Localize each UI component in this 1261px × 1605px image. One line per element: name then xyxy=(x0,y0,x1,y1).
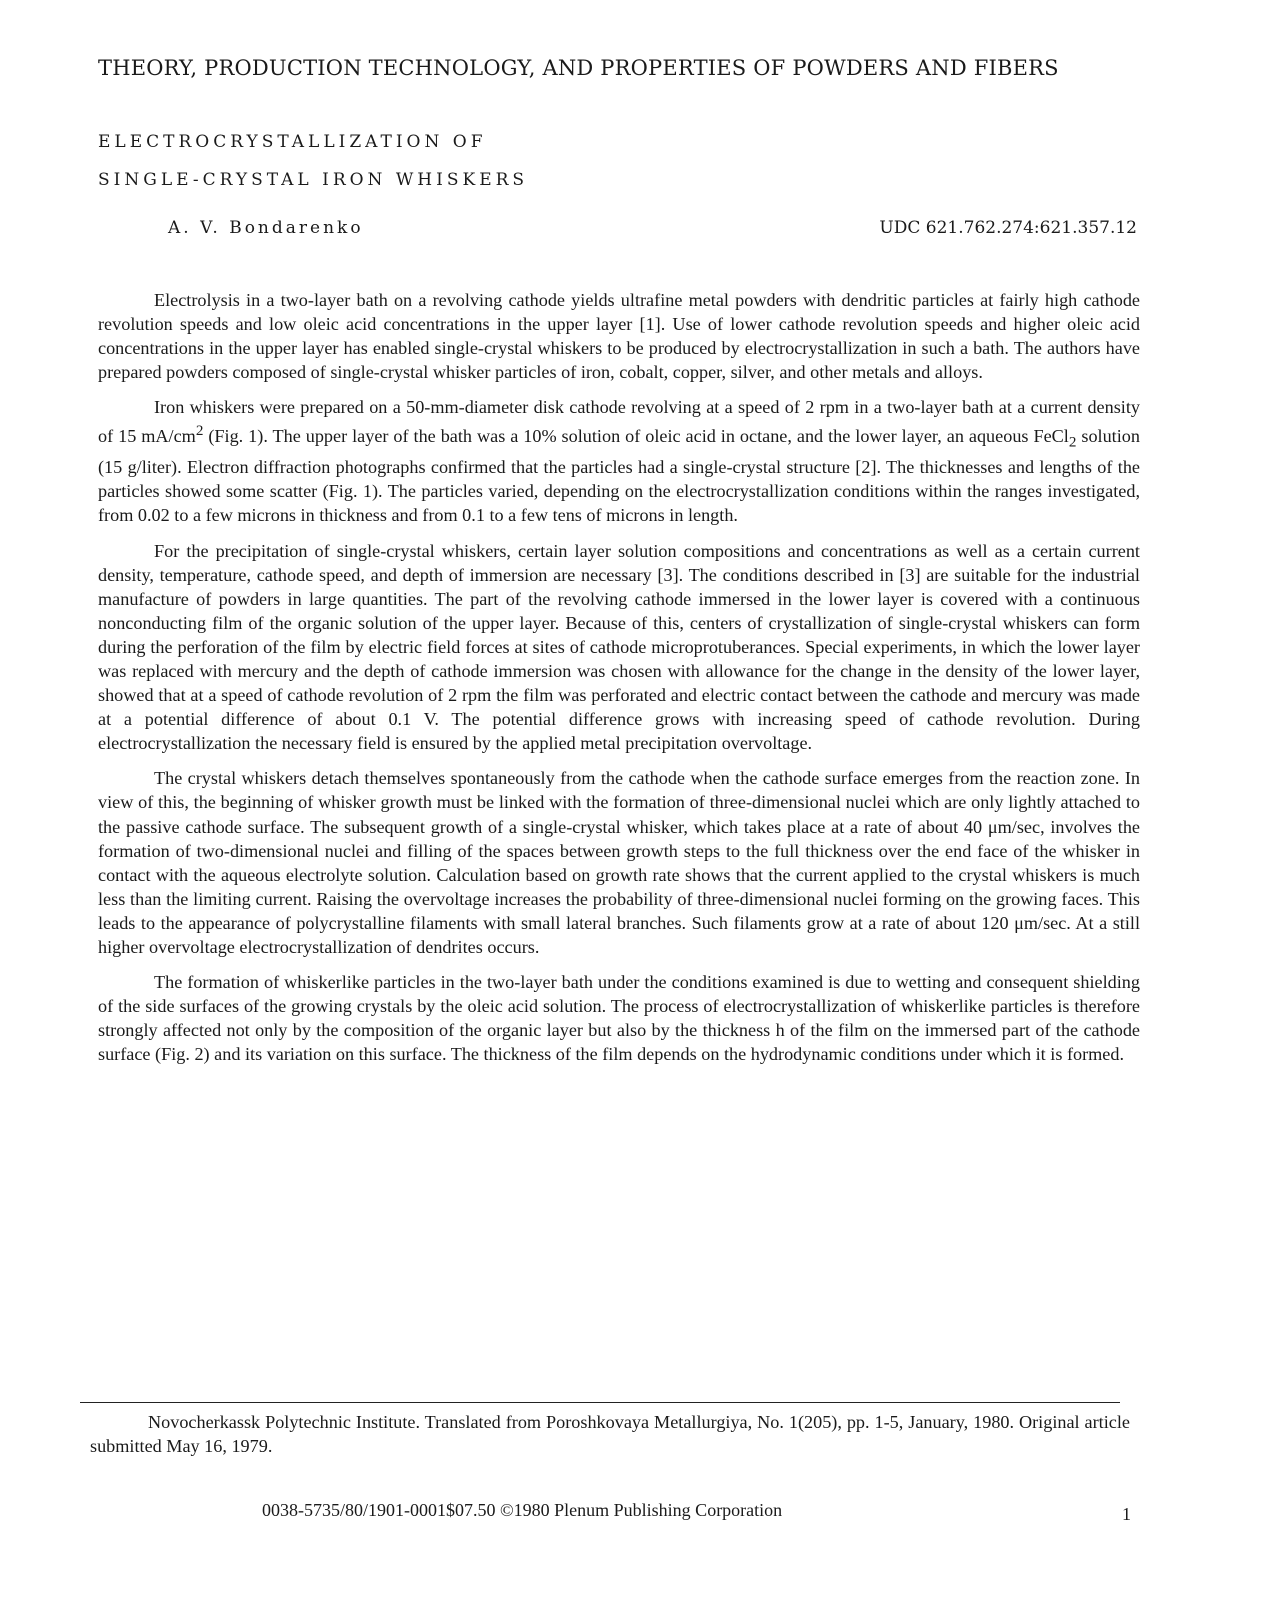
article-body xyxy=(98,288,1140,1078)
paragraph-2-part-c: solution (15 g/liter). Electron diffraction photographs confirmed that the particles had a single-crystal structure [2]. The thicknesses and lengths of the particles showed some scatter (Fig. 1). The particles varied, depending on the electrocrystallization conditions within the ranges investigated, from 0.02 to a few microns in thickness and from 0.1 to a few tens of microns in length. xyxy=(98,426,1140,526)
section-heading: THEORY, PRODUCTION TECHNOLOGY, AND PROPERTIES OF POWDERS AND FIBERS xyxy=(98,56,1059,80)
paragraph-1: Electrolysis in a two-layer bath on a revolving cathode yields ultrafine metal powders with dendritic particles at fairly high cathode revolution speeds and low oleic acid concentrations in the upper layer [1]. Use of lower cathode revolution speeds and higher oleic acid concentrations in the upper layer has enabled single-crystal whiskers to be produced by electrocrystallization in such a bath. The authors have prepared powders composed of single-crystal whisker particles of iron, cobalt, copper, silver, and other metals and alloys. xyxy=(98,290,1140,383)
paragraph-3: For the precipitation of single-crystal whiskers, certain layer solution compositions and concentrations as well as a certain current density, temperature, cathode speed, and depth of immersion are necessary [3]. The conditions described in [3] are suitable for the industrial manufacture of powders in large quantities. The part of the revolving cathode immersed in the lower layer is covered with a continuous nonconducting film of the organic solution of the upper layer. Because of this, centers of crystallization of single-crystal whiskers can form during the perforation of the film by electric field forces at sites of cathode microprotuberances. Special experiments, in which the lower layer was replaced with mercury and the depth of cathode immersion was chosen with allowance for the change in the density of the lower layer, showed that at a speed of cathode revolution of 2 rpm the film was perforated and electric contact between the cathode and mercury was made at a potential difference of about 0.1 V. The potential difference grows with increasing speed of cathode revolution. During electrocrystallization the necessary field is ensured by the applied metal precipitation overvoltage. xyxy=(98,540,1140,754)
superscript-2: 2 xyxy=(195,422,204,440)
paragraph-4: The crystal whiskers detach themselves spontaneously from the cathode when the cathode surface emerges from the reaction zone. In view of this, the beginning of whisker growth must be linked with the formation of three-dimensional nuclei which are only lightly attached to the passive cathode surface. The subsequent growth of a single-crystal whisker, which takes place at a rate of about 40 μm/sec, involves the formation of two-dimensional nuclei and filling of the spaces between growth steps to the full thickness over the end face of the whisker in contact with the aqueous electrolyte solution. Calculation based on growth rate shows that the current applied to the crystal whiskers is much less than the limiting current. Raising the overvoltage increases the probability of three-dimensional nuclei forming on the growing faces. This leads to the appearance of polycrystalline filaments with small lateral branches. Such filaments grow at a rate of about 120 μm/sec. At a still higher overvoltage electrocrystallization of dendrites occurs. xyxy=(98,768,1140,958)
paragraph-5: The formation of whiskerlike particles in the two-layer bath under the conditions examined is due to wetting and consequent shielding of the side surfaces of the growing crystals by the oleic acid solution. The process of electrocrystallization of whiskerlike particles is therefore strongly affected not only by the composition of the organic layer but also by the thickness h of the film on the immersed part of the cathode surface (Fig. 2) and its variation on this surface. The thickness of the film depends on the hydrodynamic conditions under which it is formed. xyxy=(98,972,1140,1065)
paragraph-2-part-b: (Fig. 1). The upper layer of the bath was a 10% solution of oleic acid in octane, and the lower layer, an aqueous FeCl xyxy=(203,426,1069,447)
paragraph-2 xyxy=(98,395,1140,527)
article-title-line-2: SINGLE-CRYSTAL IRON WHISKERS xyxy=(98,170,529,190)
article-title-line-1: ELECTROCRYSTALLIZATION OF xyxy=(98,132,487,152)
author-name: A. V. Bondarenko xyxy=(168,218,364,238)
footnote: Novocherkassk Polytechnic Institute. Translated from Poroshkovaya Metallurgiya, No. 1(205), pp. 1-5, January, 1980. Original article submitted May 16, 1979. xyxy=(90,1412,1130,1456)
subscript-2: 2 xyxy=(1068,434,1077,452)
paragraph-2-part-a: Iron whiskers were prepared on a 50-mm-diameter disk cathode revolving at a speed of 2 rpm in a two-layer bath at a current density of 15 mA/cm xyxy=(98,397,1140,447)
udc-code: UDC 621.762.274:621.357.12 xyxy=(879,218,1137,238)
page-number: 1 xyxy=(1122,1504,1131,1524)
copyright-line: 0038-5735/80/1901-0001$07.50 ©1980 Plenum Publishing Corporation xyxy=(262,1500,783,1520)
footnote-divider xyxy=(80,1402,1120,1403)
